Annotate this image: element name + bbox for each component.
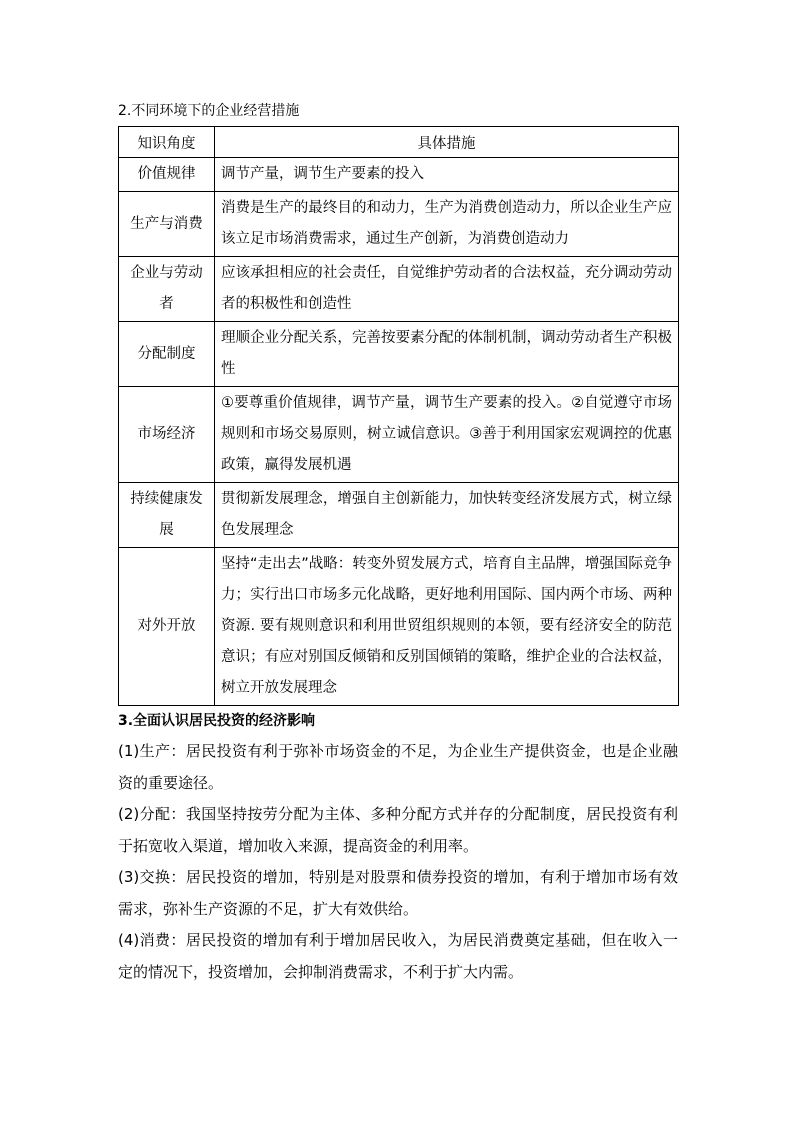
row-measure-cell: 坚持“走出去”战略：转变外贸发展方式，培育自主品牌，增强国际竞争力；实行出口市场多元化战略，更好地利用国际、国内两个市场、两种资源. 要有规则意识和利用世贸组织规则的本领，要有经济安全的防范意识；有应对别国反倾销和反别国倾销的策略，维护企业的合法权益，树立开放发展理念 — [215, 548, 679, 706]
document-page — [118, 100, 678, 988]
row-measure-cell: 调节产量，调节生产要素的投入 — [215, 158, 679, 192]
paragraph-production: (1)生产：居民投资有利于弥补市场资金的不足，为企业生产提供资金，也是企业融资的重要途径。 — [118, 742, 678, 792]
table-row — [119, 322, 679, 387]
row-angle-cell: 企业与劳动者 — [119, 257, 215, 322]
paragraph-distribution: (2)分配：我国坚持按劳分配为主体、多种分配方式并存的分配制度，居民投资有利于拓宽收入渠道，增加收入来源，提高资金的利用率。 — [118, 805, 678, 855]
row-angle-cell: 对外开放 — [119, 548, 215, 706]
section-3 — [118, 710, 678, 988]
table-row — [119, 387, 679, 483]
row-measure-cell: 应该承担相应的社会责任，自觉维护劳动者的合法权益，充分调动劳动者的积极性和创造性 — [215, 257, 679, 322]
row-angle-cell: 市场经济 — [119, 387, 215, 483]
row-measure-cell: 理顺企业分配关系，完善按要素分配的体制机制，调动劳动者生产积极性 — [215, 322, 679, 387]
row-angle-cell: 持续健康发展 — [119, 483, 215, 548]
row-measure-cell: 消费是生产的最终目的和动力，生产为消费创造动力，所以企业生产应该立足市场消费需求，通过生产创新，为消费创造动力 — [215, 192, 679, 257]
row-measure-cell: ①要尊重价值规律，调节产量，调节生产要素的投入。②自觉遵守市场规则和市场交易原则，树立诚信意识。③善于利用国家宏观调控的优惠政策，赢得发展机遇 — [215, 387, 679, 483]
row-angle-cell: 价值规律 — [119, 158, 215, 192]
section-2-title: 2.不同环境下的企业经营措施 — [118, 103, 300, 119]
row-angle-cell: 生产与消费 — [119, 192, 215, 257]
table-row — [119, 158, 679, 192]
section-3-title: 3.全面认识居民投资的经济影响 — [118, 713, 316, 729]
table-row — [119, 483, 679, 548]
table-header-row — [119, 127, 679, 158]
table-row — [119, 192, 679, 257]
row-angle-cell: 分配制度 — [119, 322, 215, 387]
header-knowledge-angle: 知识角度 — [119, 127, 215, 158]
paragraph-exchange: (3)交换：居民投资的增加，特别是对股票和债券投资的增加，有利于增加市场有效需求，弥补生产资源的不足，扩大有效供给。 — [118, 868, 678, 918]
table-row — [119, 257, 679, 322]
table-row — [119, 548, 679, 706]
paragraph-consumption: (4)消费：居民投资的增加有利于增加居民收入，为居民消费奠定基础，但在收入一定的情况下，投资增加，会抑制消费需求，不利于扩大内需。 — [118, 931, 678, 981]
row-measure-cell: 贯彻新发展理念，增强自主创新能力，加快转变经济发展方式，树立绿色发展理念 — [215, 483, 679, 548]
header-specific-measures: 具体措施 — [215, 127, 679, 158]
business-measures-table — [118, 126, 679, 706]
